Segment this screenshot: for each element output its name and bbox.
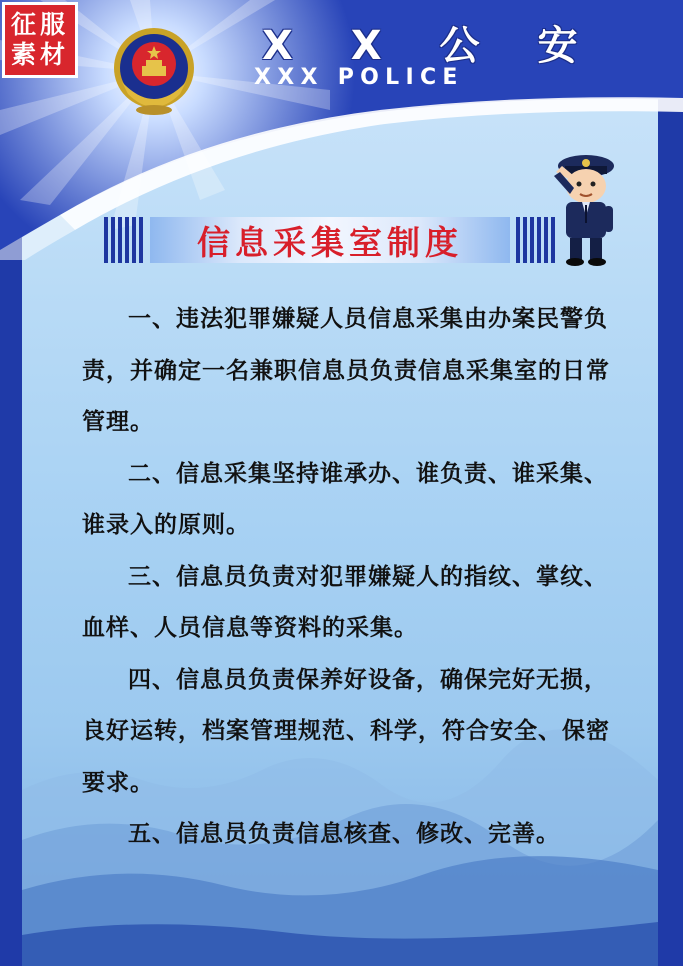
header-title-cn: X X 公 安 <box>262 23 600 69</box>
rules-text <box>82 294 612 861</box>
section-title-bar <box>104 217 556 263</box>
rule-3: 三、信息员负责对犯罪嫌疑人的指纹、掌纹、血样、人员信息等资料的采集。 <box>82 563 608 641</box>
rule-2: 二、信息采集坚持谁承办、谁负责、谁采集、谁录入的原则。 <box>82 460 608 538</box>
police-emblem-icon <box>108 24 200 118</box>
watermark-stamp <box>2 2 78 78</box>
header-title-en: XXX POLICE <box>254 65 464 90</box>
rule-4: 四、信息员负责保养好设备，确保完好无损，良好运转，档案管理规范、科学，符合安全、保密要求。 <box>82 666 610 796</box>
rule-1: 一、违法犯罪嫌疑人员信息采集由办案民警负责，并确定一名兼职信息员负责信息采集室的日常管理。 <box>82 306 610 435</box>
stamp-line-1: 征服 <box>10 10 69 39</box>
title-bar-center <box>150 217 510 263</box>
title-stripes-left <box>104 217 144 263</box>
rule-5: 五、信息员负责信息核查、修改、完善。 <box>128 821 560 847</box>
section-title: 信息采集室制度 <box>197 222 463 262</box>
saluting-officer-icon <box>548 150 622 266</box>
stamp-line-2: 素材 <box>10 40 69 69</box>
